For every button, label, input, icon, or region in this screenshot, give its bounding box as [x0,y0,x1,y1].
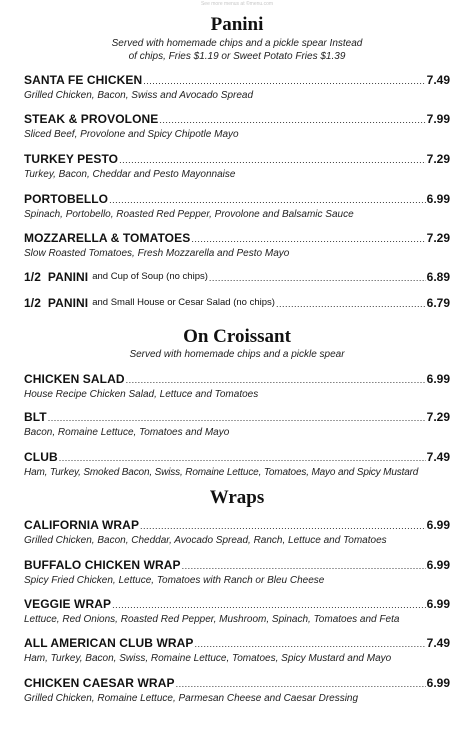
item-name: VEGGIE WRAP [24,597,112,611]
item-price: 7.49 [426,73,450,87]
item-name: BLT [24,410,47,424]
item-description: Bacon, Romaine Lettuce, Tomatoes and Mayo [24,427,230,438]
menu-item-turkey-pesto [24,152,450,181]
item-price: 6.99 [426,597,450,611]
menu-item-half-panini-salad [24,296,450,310]
section-title-croissant: On Croissant [183,326,291,347]
item-description: Slow Roasted Tomatoes, Fresh Mozzarella and Pesto Mayo [24,248,290,259]
item-description: House Recipe Chicken Salad, Lettuce and Tomatoes [24,389,259,400]
menu-item-santa-fe-chicken [24,73,450,102]
item-name: 1/2 PANINI [24,270,89,284]
item-name: 1/2 PANINI [24,296,89,310]
item-name: SANTA FE CHICKEN [24,73,143,87]
item-description: Spinach, Portobello, Roasted Red Pepper, Provolone and Balsamic Sauce [24,209,354,220]
menu-item-portobello [24,192,450,221]
item-extra: and Small House or Cesar Salad (no chips) [92,297,275,308]
watermark: See more menus at ©menu.com [200,1,274,7]
item-name: ALL AMERICAN CLUB WRAP [24,636,194,650]
menu-item-steak-provolone [24,112,450,141]
menu-item-chicken-salad [24,372,450,401]
item-price: 7.29 [426,410,450,424]
dot-leader [182,560,426,572]
dot-leader [143,75,425,87]
dot-leader [276,298,426,310]
item-description: Sliced Beef, Provolone and Spicy Chipotle Mayo [24,129,239,140]
item-name: PORTOBELLO [24,192,109,206]
item-price: 6.99 [426,192,450,206]
dot-leader [195,638,426,650]
item-description: Grilled Chicken, Romaine Lettuce, Parmesan Cheese and Caesar Dressing [24,693,359,704]
item-price: 6.99 [426,372,450,386]
dot-leader [112,599,426,611]
item-description: Turkey, Bacon, Cheddar and Pesto Mayonnaise [24,169,236,180]
item-name: TURKEY PESTO [24,152,119,166]
dot-leader [140,520,426,532]
item-price: 6.89 [426,270,450,284]
item-description: Lettuce, Red Onions, Roasted Red Pepper, Mushroom, Spinach, Tomatoes and Feta [24,614,400,625]
dot-leader [191,233,425,245]
menu-item-buffalo-chicken-wrap [24,558,450,587]
item-description: Grilled Chicken, Bacon, Cheddar, Avocado Spread, Ranch, Lettuce and Tomatoes [24,535,387,546]
item-name: CHICKEN SALAD [24,372,125,386]
section-title-panini: Panini [210,14,264,35]
item-price: 7.49 [426,450,450,464]
item-extra: and Cup of Soup (no chips) [92,271,208,282]
item-price: 7.29 [426,231,450,245]
menu-item-veggie-wrap [24,597,450,626]
dot-leader [209,272,426,284]
item-name: CHICKEN CAESAR WRAP [24,676,175,690]
section-note-panini-line2: of chips, Fries $1.19 or Sweet Potato Fries $1.39 [128,51,346,62]
dot-leader [159,114,425,126]
menu-item-california-wrap [24,518,450,547]
menu-item-all-american-club-wrap [24,636,450,665]
menu-item-club [24,450,450,479]
item-price: 6.99 [426,518,450,532]
item-name: CALIFORNIA WRAP [24,518,140,532]
menu-item-half-panini-soup [24,270,450,284]
item-name: CLUB [24,450,58,464]
section-title-wraps: Wraps [209,487,265,508]
section-note-panini-line1: Served with homemade chips and a pickle spear Instead [111,38,363,49]
dot-leader [59,452,426,464]
menu-item-chicken-caesar-wrap [24,676,450,705]
item-price: 7.99 [426,112,450,126]
item-description: Ham, Turkey, Smoked Bacon, Swiss, Romaine Lettuce, Tomatoes, Mayo and Spicy Mustard [24,467,419,478]
item-name: BUFFALO CHICKEN WRAP [24,558,181,572]
item-description: Ham, Turkey, Bacon, Swiss, Romaine Lettuce, Tomatoes, Spicy Mustard and Mayo [24,653,392,664]
dot-leader [126,374,426,386]
item-price: 7.29 [426,152,450,166]
item-price: 6.99 [426,558,450,572]
dot-leader [176,678,426,690]
item-name: STEAK & PROVOLONE [24,112,159,126]
item-price: 7.49 [426,636,450,650]
section-note-croissant: Served with homemade chips and a pickle spear [129,349,345,360]
menu-item-blt [24,410,450,439]
item-name: MOZZARELLA & TOMATOES [24,231,191,245]
item-description: Grilled Chicken, Bacon, Swiss and Avocado Spread [24,90,254,101]
item-price: 6.79 [426,296,450,310]
item-description: Spicy Fried Chicken, Lettuce, Tomatoes with Ranch or Bleu Cheese [24,575,325,586]
item-price: 6.99 [426,676,450,690]
dot-leader [48,412,426,424]
dot-leader [109,194,426,206]
dot-leader [119,154,426,166]
menu-item-mozzarella-tomatoes [24,231,450,260]
